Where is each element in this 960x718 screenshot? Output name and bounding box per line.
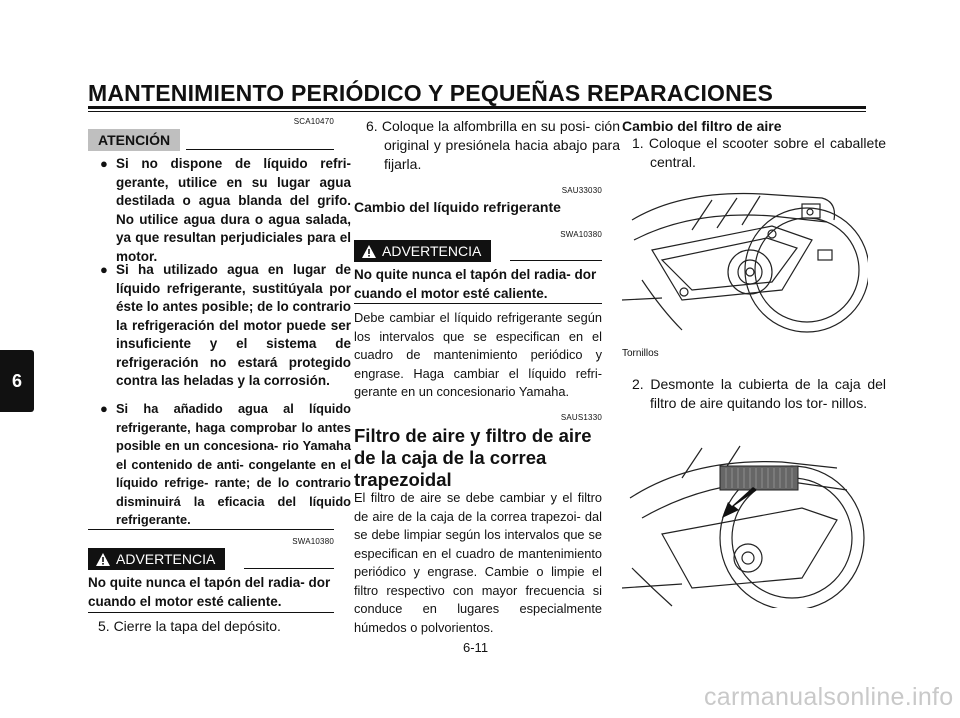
figure-caption: Tornillos	[622, 348, 659, 359]
ref-code: SWA10380	[292, 537, 334, 546]
caution-bullet-2: ● Si ha utilizado agua en lugar de líquido refrigerante, sustitúyala por éste lo antes posible; de lo contrario la refrigeración del motor puede ser insuficiente y el sistema de refrigeración no estará protegido contra las heladas y la corrosión.	[100, 262, 351, 388]
caution-label: ATENCIÓN	[88, 129, 180, 151]
ref-code: SWA10380	[560, 230, 602, 239]
page-header-title: MANTENIMIENTO PERIÓDICO Y PEQUEÑAS REPARACIONES	[88, 80, 774, 106]
warning-text: No quite nunca el tapón del radia- dor cuando el motor esté caliente.	[354, 267, 597, 301]
air-filter-cover-drawing	[622, 438, 868, 608]
warning-rule	[510, 260, 602, 261]
arrow-icon	[722, 487, 757, 518]
air-filter-body: El filtro de aire se debe cambiar y el filtro de aire de la caja de la correa trapezoi- dal se debe limpiar según los intervalos que se especifican en el cuadro de mantenimiento periódico y engrase. Cambie o limpie el filtro respectivo con mayor frecuencia si conduce en lugares especialmente húmedos o polvorientos.	[354, 490, 602, 635]
warning-label: ADVERTENCIA	[116, 551, 216, 567]
warning-rule	[244, 568, 334, 569]
caution-box	[88, 129, 180, 151]
step-1: 1. Coloque el scooter sobre el caballete central.	[632, 135, 886, 170]
ref-code: SCA10470	[293, 117, 334, 126]
chapter-tab: 6	[0, 350, 34, 412]
air-filter-subtitle: Cambio del filtro de aire	[622, 118, 782, 134]
warning-text: No quite nunca el tapón del radia- dor cuando el motor esté caliente.	[88, 575, 331, 609]
warning-box	[354, 240, 491, 262]
caution-end-rule	[88, 529, 334, 530]
bullet-icon: ●	[100, 262, 108, 277]
watermark: carmanualsonline.info	[704, 683, 954, 711]
bullet-icon: ●	[100, 156, 108, 171]
scooter-rear-drawing	[622, 180, 868, 340]
page-number: 6-11	[463, 640, 489, 655]
warning-triangle-icon	[362, 245, 376, 258]
warning-end-rule	[354, 303, 602, 304]
warning-box	[88, 548, 225, 570]
caution-bullet-3: ● Si ha añadido agua al líquido refrigerante, haga comprobar lo antes posible en un concesiona- rio Yamaha el contenido de anti- congelante en el líquido refrige- rante; de lo contrario disminuirá la eficacia del líquido refrigerante.	[100, 401, 351, 527]
air-filter-section-title: Filtro de aire y filtro de aire de la caja de la correa trapezoidal	[354, 425, 592, 490]
bullet-icon: ●	[100, 401, 108, 416]
step-5: 5. Cierre la tapa del depósito.	[98, 618, 281, 634]
coolant-section-title: Cambio del líquido refrigerante	[354, 199, 561, 215]
step-6: 6. Coloque la alfombrilla en su posi- ción original y presiónela hacia abajo para fijarla.	[366, 118, 620, 172]
ref-code: SAUS1330	[560, 413, 602, 422]
scooter-rear-illustration	[622, 180, 868, 340]
caution-rule	[186, 149, 334, 150]
warning-label: ADVERTENCIA	[382, 243, 482, 259]
warning-end-rule	[88, 612, 334, 613]
coolant-body: Debe cambiar el líquido refrigerante según los intervalos que se especifican en el cuadro de mantenimiento periódico y engrase. Haga cambiar el líquido refri- gerante en un concesionario Yamaha.	[354, 310, 602, 399]
air-filter-cover-illustration	[622, 438, 868, 608]
caution-bullet-1: ● Si no dispone de líquido refri- gerante, utilice en su lugar agua destilada o agua blanda del grifo. No utilice agua dura o agua salada, ya que resultan perjudiciales para el motor.	[100, 156, 351, 264]
header-rule	[88, 106, 866, 109]
header-rule-thin	[88, 111, 866, 112]
ref-code: SAU33030	[561, 186, 602, 195]
warning-triangle-icon	[96, 553, 110, 566]
step-2: 2. Desmonte la cubierta de la caja del filtro de aire quitando los tor- nillos.	[632, 376, 886, 411]
